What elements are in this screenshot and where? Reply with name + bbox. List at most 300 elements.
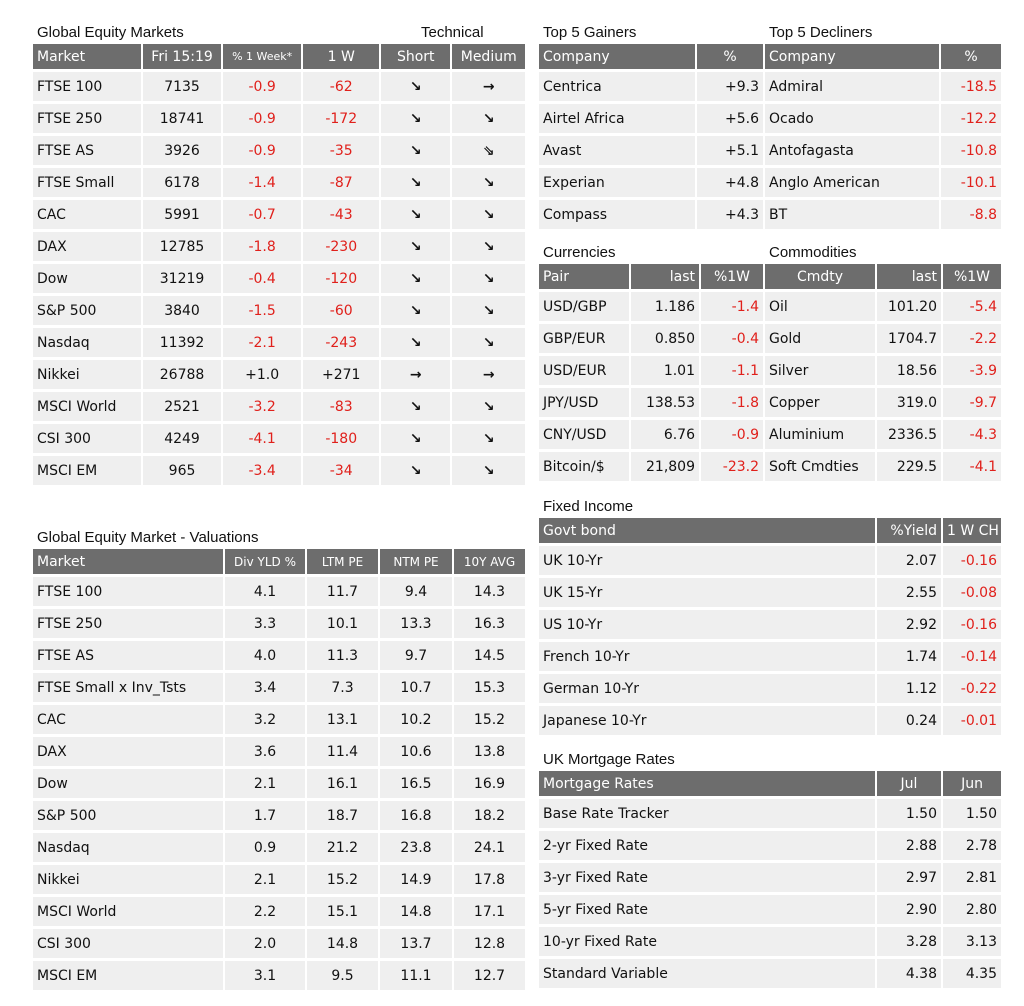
pct-change: -0.9 <box>223 136 304 168</box>
pct-change: +4.8 <box>697 168 765 200</box>
short-trend-icon: ↘ <box>381 296 452 328</box>
table-row <box>765 388 1003 420</box>
ntm-pe: 16.5 <box>380 769 454 801</box>
commodity-name: Silver <box>765 356 877 388</box>
global-equity-markets-panel <box>33 22 527 488</box>
last-value: 0.850 <box>631 324 701 356</box>
table-row <box>539 831 1003 863</box>
div-yield: 2.2 <box>225 897 307 929</box>
table-row <box>539 72 765 104</box>
last-value: 2336.5 <box>877 420 943 452</box>
market-name: Dow <box>33 264 143 296</box>
ltm-pe: 11.3 <box>307 641 380 673</box>
currencies-title: Currencies <box>543 244 616 261</box>
fixed-income-panel <box>539 496 1003 738</box>
commodities-table <box>765 264 1003 484</box>
table-row <box>539 706 1003 738</box>
table-row <box>539 546 1003 578</box>
table-row <box>539 292 765 324</box>
pct-change: -8.8 <box>941 200 1003 232</box>
mortgage-type: 3-yr Fixed Rate <box>539 863 877 895</box>
decliners-title: Top 5 Decliners <box>769 24 873 41</box>
equity-title: Global Equity Markets <box>37 24 184 41</box>
medium-trend-icon: ↘ <box>452 264 527 296</box>
currency-pair: CNY/USD <box>539 420 631 452</box>
market-name: FTSE 100 <box>33 72 143 104</box>
medium-trend-icon: → <box>452 72 527 104</box>
bond-name: UK 15-Yr <box>539 578 877 610</box>
last-value: 6.76 <box>631 420 701 452</box>
company-name: Avast <box>539 136 697 168</box>
commodities-panel <box>765 242 1003 484</box>
currency-pair: USD/GBP <box>539 292 631 324</box>
ntm-pe: 14.8 <box>380 897 454 929</box>
bond-name: US 10-Yr <box>539 610 877 642</box>
jul-rate: 1.50 <box>877 799 943 831</box>
company-name: BT <box>765 200 941 232</box>
table-row <box>33 833 527 865</box>
col-market: Market <box>33 44 143 72</box>
table-row <box>33 360 527 392</box>
ltm-pe: 10.1 <box>307 609 380 641</box>
top-decliners-panel <box>765 22 1003 232</box>
index-level: 26788 <box>143 360 223 392</box>
pct-change: -1.8 <box>223 232 304 264</box>
ntm-pe: 13.3 <box>380 609 454 641</box>
div-yield: 3.2 <box>225 705 307 737</box>
equity-table <box>33 44 527 488</box>
market-name: FTSE 250 <box>33 609 225 641</box>
ntm-pe: 10.6 <box>380 737 454 769</box>
points-change: -87 <box>303 168 381 200</box>
table-row <box>33 961 527 993</box>
col-pct-week: % 1 Week* <box>223 44 304 72</box>
table-row <box>539 420 765 452</box>
yield-value: 1.12 <box>877 674 943 706</box>
market-name: FTSE AS <box>33 641 225 673</box>
mortgage-type: 2-yr Fixed Rate <box>539 831 877 863</box>
market-name: Dow <box>33 769 225 801</box>
table-row <box>33 865 527 897</box>
table-row <box>33 392 527 424</box>
table-row <box>765 452 1003 484</box>
div-yield: 1.7 <box>225 801 307 833</box>
market-name: MSCI EM <box>33 961 225 993</box>
table-row <box>33 609 527 641</box>
market-name: DAX <box>33 737 225 769</box>
ten-year-avg: 16.3 <box>454 609 527 641</box>
index-level: 3926 <box>143 136 223 168</box>
medium-trend-icon: ⇘ <box>452 136 527 168</box>
ntm-pe: 16.8 <box>380 801 454 833</box>
pct-change: -0.7 <box>223 200 304 232</box>
table-row <box>33 456 527 488</box>
short-trend-icon: ↘ <box>381 136 452 168</box>
table-row <box>765 104 1003 136</box>
table-row <box>33 200 527 232</box>
mortgage-type: 10-yr Fixed Rate <box>539 927 877 959</box>
currency-pair: USD/EUR <box>539 356 631 388</box>
ltm-pe: 11.4 <box>307 737 380 769</box>
jun-rate: 3.13 <box>943 927 1003 959</box>
jul-rate: 2.90 <box>877 895 943 927</box>
pct-change: -3.4 <box>223 456 304 488</box>
commodity-name: Aluminium <box>765 420 877 452</box>
pct-change: -1.1 <box>701 356 765 388</box>
pct-change: +1.0 <box>223 360 304 392</box>
jul-rate: 4.38 <box>877 959 943 991</box>
points-change: -83 <box>303 392 381 424</box>
table-row <box>33 72 527 104</box>
col-pct-1w: %1W <box>943 264 1003 292</box>
bond-name: French 10-Yr <box>539 642 877 674</box>
currencies-panel <box>539 242 765 484</box>
short-trend-icon: ↘ <box>381 104 452 136</box>
table-row <box>765 168 1003 200</box>
ntm-pe: 11.1 <box>380 961 454 993</box>
short-trend-icon: → <box>381 360 452 392</box>
last-value: 18.56 <box>877 356 943 388</box>
market-name: CSI 300 <box>33 424 143 456</box>
col-last: last <box>631 264 701 292</box>
medium-trend-icon: ↘ <box>452 296 527 328</box>
pct-change: -1.4 <box>701 292 765 324</box>
weekly-change: -0.22 <box>943 674 1003 706</box>
ten-year-avg: 17.8 <box>454 865 527 897</box>
mortgage-table <box>539 771 1003 991</box>
medium-trend-icon: → <box>452 360 527 392</box>
table-row <box>33 296 527 328</box>
medium-trend-icon: ↘ <box>452 168 527 200</box>
col-mortgage-rates: Mortgage Rates <box>539 771 877 799</box>
table-row <box>539 388 765 420</box>
table-row <box>539 799 1003 831</box>
div-yield: 3.1 <box>225 961 307 993</box>
short-trend-icon: ↘ <box>381 456 452 488</box>
pct-change: -2.1 <box>223 328 304 360</box>
table-row <box>539 863 1003 895</box>
ten-year-avg: 14.5 <box>454 641 527 673</box>
mortgage-type: 5-yr Fixed Rate <box>539 895 877 927</box>
index-level: 2521 <box>143 392 223 424</box>
table-row <box>33 424 527 456</box>
table-row <box>539 610 1003 642</box>
yield-value: 1.74 <box>877 642 943 674</box>
table-row <box>33 264 527 296</box>
jun-rate: 2.78 <box>943 831 1003 863</box>
yield-value: 0.24 <box>877 706 943 738</box>
company-name: Admiral <box>765 72 941 104</box>
pct-change: -10.1 <box>941 168 1003 200</box>
col-pair: Pair <box>539 264 631 292</box>
ntm-pe: 10.7 <box>380 673 454 705</box>
pct-change: -23.2 <box>701 452 765 484</box>
jul-rate: 2.97 <box>877 863 943 895</box>
ltm-pe: 14.8 <box>307 929 380 961</box>
medium-trend-icon: ↘ <box>452 328 527 360</box>
table-row <box>539 959 1003 991</box>
table-row <box>33 168 527 200</box>
ten-year-avg: 15.3 <box>454 673 527 705</box>
pct-change: +5.6 <box>697 104 765 136</box>
table-row <box>765 72 1003 104</box>
market-name: MSCI EM <box>33 456 143 488</box>
index-level: 5991 <box>143 200 223 232</box>
table-row <box>765 420 1003 452</box>
pct-change: -3.2 <box>223 392 304 424</box>
points-change: -172 <box>303 104 381 136</box>
div-yield: 3.4 <box>225 673 307 705</box>
market-name: S&P 500 <box>33 801 225 833</box>
ltm-pe: 21.2 <box>307 833 380 865</box>
valuations-title: Global Equity Market - Valuations <box>37 529 259 546</box>
index-level: 965 <box>143 456 223 488</box>
last-value: 1704.7 <box>877 324 943 356</box>
table-row <box>33 641 527 673</box>
col-ltm-pe: LTM PE <box>307 549 380 577</box>
weekly-change: -0.01 <box>943 706 1003 738</box>
fixed-income-table <box>539 518 1003 738</box>
market-name: Nasdaq <box>33 328 143 360</box>
points-change: -120 <box>303 264 381 296</box>
points-change: -230 <box>303 232 381 264</box>
bond-name: German 10-Yr <box>539 674 877 706</box>
col-10y-avg: 10Y AVG <box>454 549 527 577</box>
weekly-change: -0.16 <box>943 546 1003 578</box>
table-row <box>33 769 527 801</box>
ntm-pe: 23.8 <box>380 833 454 865</box>
points-change: -34 <box>303 456 381 488</box>
jun-rate: 1.50 <box>943 799 1003 831</box>
last-value: 21,809 <box>631 452 701 484</box>
market-name: Nasdaq <box>33 833 225 865</box>
col-yield: %Yield <box>877 518 943 546</box>
currencies-table <box>539 264 765 484</box>
ten-year-avg: 14.3 <box>454 577 527 609</box>
div-yield: 0.9 <box>225 833 307 865</box>
yield-value: 2.07 <box>877 546 943 578</box>
table-row <box>539 927 1003 959</box>
table-row <box>33 136 527 168</box>
div-yield: 3.3 <box>225 609 307 641</box>
mortgage-title: UK Mortgage Rates <box>543 751 675 768</box>
pct-change: -0.9 <box>701 420 765 452</box>
ltm-pe: 15.1 <box>307 897 380 929</box>
ten-year-avg: 15.2 <box>454 705 527 737</box>
pct-change: -4.1 <box>223 424 304 456</box>
col-govt-bond: Govt bond <box>539 518 877 546</box>
jun-rate: 2.80 <box>943 895 1003 927</box>
last-value: 1.01 <box>631 356 701 388</box>
points-change: -243 <box>303 328 381 360</box>
ltm-pe: 7.3 <box>307 673 380 705</box>
medium-trend-icon: ↘ <box>452 424 527 456</box>
pct-change: -10.8 <box>941 136 1003 168</box>
medium-trend-icon: ↘ <box>452 232 527 264</box>
market-name: Nikkei <box>33 865 225 897</box>
table-row <box>539 895 1003 927</box>
ten-year-avg: 24.1 <box>454 833 527 865</box>
table-row <box>33 232 527 264</box>
ltm-pe: 18.7 <box>307 801 380 833</box>
ten-year-avg: 13.8 <box>454 737 527 769</box>
market-name: FTSE Small x Inv_Tsts <box>33 673 225 705</box>
col-short: Short <box>381 44 452 72</box>
market-name: FTSE 250 <box>33 104 143 136</box>
table-row <box>539 136 765 168</box>
pct-change: -0.4 <box>223 264 304 296</box>
market-name: MSCI World <box>33 392 143 424</box>
last-value: 101.20 <box>877 292 943 324</box>
top-gainers-panel <box>539 22 765 232</box>
points-change: +271 <box>303 360 381 392</box>
commodity-name: Soft Cmdties <box>765 452 877 484</box>
col-pct: % <box>941 44 1003 72</box>
bond-name: Japanese 10-Yr <box>539 706 877 738</box>
div-yield: 2.0 <box>225 929 307 961</box>
table-row <box>539 168 765 200</box>
ten-year-avg: 17.1 <box>454 897 527 929</box>
points-change: -180 <box>303 424 381 456</box>
ltm-pe: 16.1 <box>307 769 380 801</box>
commodity-name: Gold <box>765 324 877 356</box>
pct-change: -0.9 <box>223 104 304 136</box>
ten-year-avg: 12.8 <box>454 929 527 961</box>
table-row <box>539 642 1003 674</box>
market-name: Nikkei <box>33 360 143 392</box>
short-trend-icon: ↘ <box>381 264 452 296</box>
pct-change: -1.8 <box>701 388 765 420</box>
col-level: Fri 15:19 <box>143 44 223 72</box>
gainers-title: Top 5 Gainers <box>543 24 637 41</box>
col-market: Market <box>33 549 225 577</box>
ten-year-avg: 16.9 <box>454 769 527 801</box>
ltm-pe: 9.5 <box>307 961 380 993</box>
ntm-pe: 9.4 <box>380 577 454 609</box>
ntm-pe: 10.2 <box>380 705 454 737</box>
currency-pair: GBP/EUR <box>539 324 631 356</box>
col-1w: 1 W <box>303 44 381 72</box>
index-level: 6178 <box>143 168 223 200</box>
index-level: 31219 <box>143 264 223 296</box>
medium-trend-icon: ↘ <box>452 392 527 424</box>
col-div-yld: Div YLD % <box>225 549 307 577</box>
valuations-table <box>33 549 527 993</box>
div-yield: 2.1 <box>225 865 307 897</box>
medium-trend-icon: ↘ <box>452 200 527 232</box>
table-row <box>765 200 1003 232</box>
col-pct-1w: %1W <box>701 264 765 292</box>
short-trend-icon: ↘ <box>381 72 452 104</box>
col-jun: Jun <box>943 771 1003 799</box>
pct-change: -5.4 <box>943 292 1003 324</box>
commodity-name: Oil <box>765 292 877 324</box>
index-level: 4249 <box>143 424 223 456</box>
points-change: -62 <box>303 72 381 104</box>
market-name: MSCI World <box>33 897 225 929</box>
last-value: 229.5 <box>877 452 943 484</box>
ltm-pe: 11.7 <box>307 577 380 609</box>
pct-change: -3.9 <box>943 356 1003 388</box>
last-value: 1.186 <box>631 292 701 324</box>
index-level: 11392 <box>143 328 223 360</box>
table-row <box>33 577 527 609</box>
pct-change: -18.5 <box>941 72 1003 104</box>
mortgage-type: Base Rate Tracker <box>539 799 877 831</box>
mortgage-rates-panel <box>539 749 1003 991</box>
table-row <box>33 328 527 360</box>
points-change: -60 <box>303 296 381 328</box>
index-level: 18741 <box>143 104 223 136</box>
col-cmdty: Cmdty <box>765 264 877 292</box>
table-row <box>765 324 1003 356</box>
short-trend-icon: ↘ <box>381 232 452 264</box>
index-level: 7135 <box>143 72 223 104</box>
jul-rate: 3.28 <box>877 927 943 959</box>
currency-pair: Bitcoin/$ <box>539 452 631 484</box>
table-row <box>765 292 1003 324</box>
table-row <box>33 929 527 961</box>
table-row <box>33 705 527 737</box>
col-1w-ch: 1 W CH <box>943 518 1003 546</box>
table-row <box>33 673 527 705</box>
pct-change: -1.5 <box>223 296 304 328</box>
pct-change: -4.3 <box>943 420 1003 452</box>
jun-rate: 2.81 <box>943 863 1003 895</box>
col-medium: Medium <box>452 44 527 72</box>
col-last: last <box>877 264 943 292</box>
company-name: Anglo American <box>765 168 941 200</box>
pct-change: -0.9 <box>223 72 304 104</box>
market-name: CSI 300 <box>33 929 225 961</box>
market-name: FTSE Small <box>33 168 143 200</box>
col-ntm-pe: NTM PE <box>380 549 454 577</box>
table-row <box>539 356 765 388</box>
short-trend-icon: ↘ <box>381 200 452 232</box>
ntm-pe: 13.7 <box>380 929 454 961</box>
ntm-pe: 9.7 <box>380 641 454 673</box>
ltm-pe: 15.2 <box>307 865 380 897</box>
short-trend-icon: ↘ <box>381 392 452 424</box>
commodity-name: Copper <box>765 388 877 420</box>
weekly-change: -0.08 <box>943 578 1003 610</box>
col-company: Company <box>539 44 697 72</box>
company-name: Airtel Africa <box>539 104 697 136</box>
yield-value: 2.92 <box>877 610 943 642</box>
table-row <box>539 578 1003 610</box>
market-name: CAC <box>33 200 143 232</box>
pct-change: +9.3 <box>697 72 765 104</box>
technical-title: Technical <box>421 24 484 41</box>
pct-change: -9.7 <box>943 388 1003 420</box>
valuations-panel <box>33 527 527 993</box>
short-trend-icon: ↘ <box>381 168 452 200</box>
pct-change: +4.3 <box>697 200 765 232</box>
yield-value: 2.55 <box>877 578 943 610</box>
points-change: -35 <box>303 136 381 168</box>
jul-rate: 2.88 <box>877 831 943 863</box>
table-row <box>33 801 527 833</box>
market-name: S&P 500 <box>33 296 143 328</box>
company-name: Antofagasta <box>765 136 941 168</box>
market-name: FTSE 100 <box>33 577 225 609</box>
ltm-pe: 13.1 <box>307 705 380 737</box>
table-row <box>33 897 527 929</box>
pct-change: -1.4 <box>223 168 304 200</box>
jun-rate: 4.35 <box>943 959 1003 991</box>
table-row <box>765 356 1003 388</box>
table-row <box>539 674 1003 706</box>
